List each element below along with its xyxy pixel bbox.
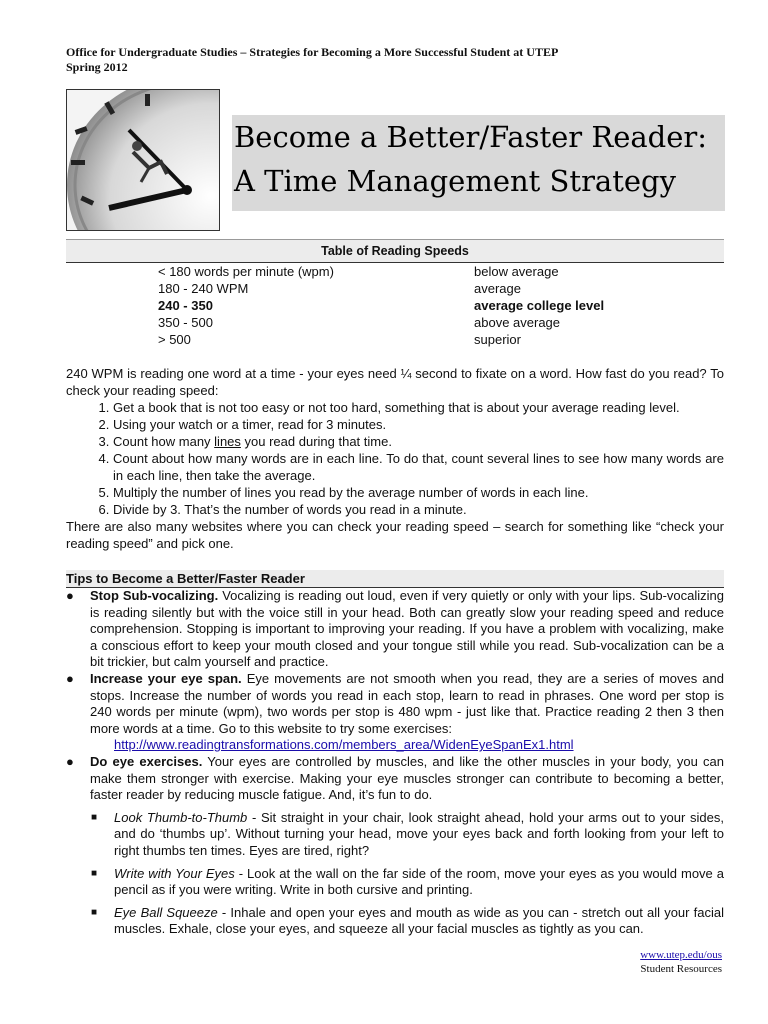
page-footer <box>640 948 722 976</box>
steps-list <box>66 399 724 518</box>
square-bullet-icon: ■ <box>91 811 98 823</box>
header-office-line: Office for Undergraduate Studies – Strategies for Becoming a More Successful Student at UTEP <box>66 45 559 59</box>
exercise-text: - Inhale and open your eyes and mouth as wide as you can - stretch out all your facial muscles. Exhale, close your eyes, and squeeze all your facial muscles as tightly as you can. <box>114 904 724 937</box>
level-cell: superior <box>474 332 521 347</box>
table-row <box>158 314 718 331</box>
speed-cell: 350 - 500 <box>158 315 213 330</box>
list-item <box>66 866 724 899</box>
exercise-text: - Sit straight in your chair, look straight ahead, hold your arms out to your sides, and do ‘thumbs up’. Without turning your head, move your eyes back and forth looking from your left to right thumbs ten times. Eyes are tired, right? <box>114 809 724 858</box>
clock-illustration <box>66 89 220 231</box>
title-line-2: A Time Management Strategy <box>234 164 676 198</box>
eye-span-exercise-link[interactable]: http://www.readingtransformations.com/members_area/WidenEyeSpanEx1.html <box>114 737 574 753</box>
tip-title: Do eye exercises. <box>90 753 203 769</box>
list-item <box>66 588 724 671</box>
list-item: 1. Get a book that is not too easy or not too hard, something that is about your average reading level. <box>113 399 724 416</box>
exercise-text: - Look at the wall on the far side of the room, move your eyes as you would move a pencil as if you were writing. Write in both cursive and printing. <box>114 865 724 898</box>
table-row <box>158 280 718 297</box>
table-row <box>158 331 718 348</box>
speed-cell: 180 - 240 WPM <box>158 281 249 296</box>
speed-cell: < 180 words per minute (wpm) <box>158 264 334 279</box>
footer-label: Student Resources <box>640 963 722 975</box>
square-bullet-icon: ■ <box>91 906 98 918</box>
title-banner <box>232 115 725 211</box>
exercise-title: Look Thumb-to-Thumb <box>114 809 248 825</box>
tip-title: Stop Sub-vocalizing. <box>90 588 219 603</box>
list-item <box>66 671 724 754</box>
reading-speeds-table <box>158 263 718 348</box>
tip-text: Eye movements are not smooth when you read, they are a series of moves and stops. Increase the number of words you read in each stop, learn to read in phrases. One word per stop is 240 words per minute (wpm), two words per stop is 480 wpm - just like that. Practice reading 2 then 3 then more words at a time. Go to this website to try some exercises: <box>90 670 724 736</box>
clock-icon <box>67 90 219 230</box>
bullet-icon: ● <box>66 588 74 603</box>
list-item: 2. Using your watch or a timer, read for 3 minutes. <box>113 416 724 433</box>
level-cell: above average <box>474 315 561 330</box>
title-line-1: Become a Better/Faster Reader: <box>234 120 708 154</box>
tips-heading: Tips to Become a Better/Faster Reader <box>66 570 724 588</box>
header-date-line: Spring 2012 <box>66 60 128 74</box>
square-bullet-icon: ■ <box>91 867 98 879</box>
lines-emphasis: lines <box>214 434 241 449</box>
list-item <box>66 754 724 804</box>
step-text: Count how many <box>113 434 215 449</box>
websites-note: There are also many websites where you can check your reading speed – search for something like “check your reading speed” and pick one. <box>66 519 724 551</box>
level-cell: average college level <box>474 298 605 313</box>
speed-cell: 240 - 350 <box>158 298 213 313</box>
document-header <box>66 45 726 75</box>
reading-speed-section <box>66 365 724 552</box>
list-item: 6. Divide by 3. That’s the number of words you read in a minute. <box>113 501 724 518</box>
level-cell: average <box>474 281 521 296</box>
step-text: you read during that time. <box>240 434 392 449</box>
reading-speeds-heading: Table of Reading Speeds <box>66 239 724 263</box>
exercise-title: Write with Your Eyes <box>114 865 235 881</box>
tips-list <box>66 588 724 938</box>
list-item <box>66 905 724 938</box>
footer-url-link[interactable]: www.utep.edu/ous <box>640 949 722 961</box>
exercise-title: Eye Ball Squeeze <box>114 904 218 920</box>
table-row <box>158 263 718 280</box>
table-row <box>158 297 718 314</box>
speed-cell: > 500 <box>158 332 191 347</box>
bullet-icon: ● <box>66 753 74 769</box>
list-item: 4. Count about how many words are in each line. To do that, count several lines to see how many words are in each line, then take the average. <box>113 450 724 484</box>
tip-text: Vocalizing is reading out loud, even if very quietly or only with your lips. Sub-vocalizing is reading silently but with the voice still in your head. Both can greatly slow your reading speed and reduce comprehension. Stopping is important to improving your reading. If you have a problem with vocalizing, make a conscious effort to keep your mouth closed and your tongue still while you read. Sub-vocalization can be a bit trickier, but calm yourself and practice. <box>90 588 724 670</box>
bullet-icon: ● <box>66 670 74 686</box>
intro-paragraph: 240 WPM is reading one word at a time - your eyes need ¼ second to fixate on a word. How fast do you read? To check your reading speed: <box>66 366 724 398</box>
level-cell: below average <box>474 264 559 279</box>
list-item <box>66 810 724 860</box>
list-item <box>113 433 724 450</box>
tip-title: Increase your eye span. <box>90 670 242 686</box>
list-item: 5. Multiply the number of lines you read by the average number of words in each line. <box>113 484 724 501</box>
tip-text: Your eyes are controlled by muscles, and like the other muscles in your body, you can make them stronger with exercise. Making your eye muscles stronger can contribute to becoming a better, faster reader by reducing muscle fatigue. And, it’s fun to do. <box>90 753 724 803</box>
